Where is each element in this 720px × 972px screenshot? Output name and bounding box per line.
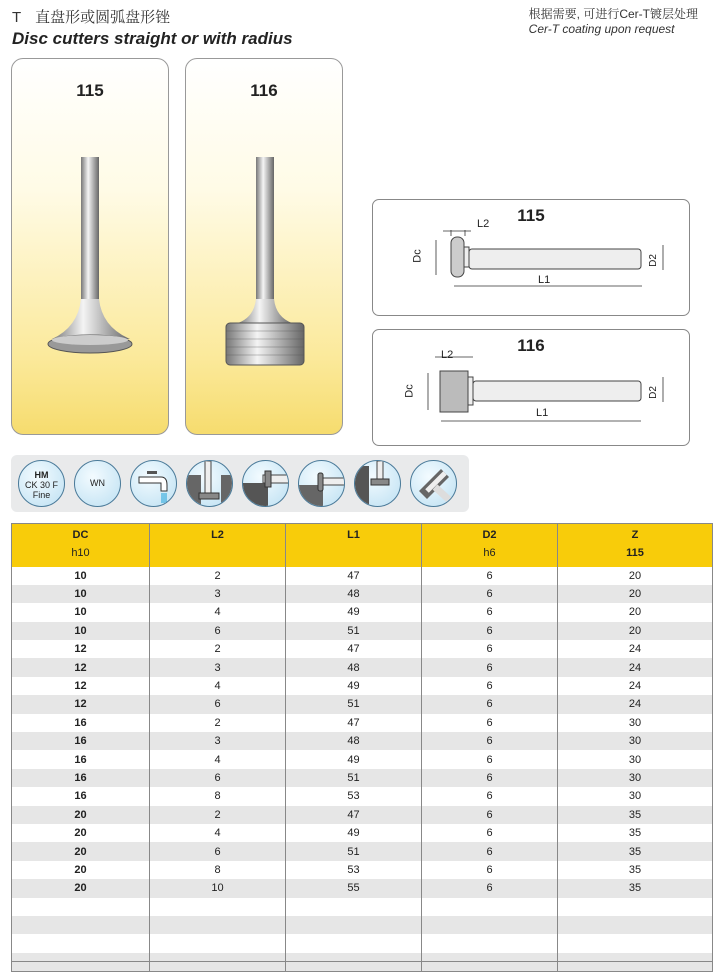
table-row: [12, 879, 713, 897]
table-cell: 10: [12, 585, 150, 603]
table-row: [12, 806, 713, 824]
table-cell: 6: [422, 879, 558, 897]
table-row: [12, 861, 713, 879]
table-cell: [150, 898, 286, 916]
coating-note-cn: 根据需要, 可进行Cer-T镀层处理: [528, 7, 698, 21]
table-cell: 6: [422, 769, 558, 787]
dimensions-table: [11, 523, 713, 972]
table-cell: 20: [74, 827, 87, 840]
table-cell: 35: [558, 806, 713, 824]
table-row: [12, 640, 713, 658]
table-cell: 20: [558, 567, 713, 585]
table-cell: 8: [150, 787, 286, 805]
table-cell: 24: [558, 640, 713, 658]
table-cell: 51: [286, 769, 422, 787]
table-row: [12, 934, 713, 952]
coating-note: [529, 7, 698, 37]
dim-dc: Dc: [403, 384, 416, 398]
table-cell: 20: [558, 622, 713, 640]
header-tolerance: h10: [71, 547, 90, 559]
table-cell: 30: [558, 750, 713, 768]
table-cell: 48: [286, 658, 422, 676]
bottom-divider: [11, 961, 713, 962]
table-cell: [150, 934, 286, 952]
table-cell: [558, 898, 713, 916]
table-cell: 49: [286, 603, 422, 621]
table-cell: 30: [558, 714, 713, 732]
table-cell: 20: [558, 585, 713, 603]
table-cell: 16: [74, 716, 87, 729]
dim-d2: D2: [647, 386, 659, 399]
table-cell: [150, 916, 286, 934]
table-cell: 16: [74, 790, 87, 803]
table-cell: 4: [150, 750, 286, 768]
table-cell: 2: [150, 806, 286, 824]
photo-label: 116: [250, 81, 278, 100]
table-cell: 35: [558, 824, 713, 842]
table-cell: 10: [150, 879, 286, 897]
table-cell: 6: [422, 658, 558, 676]
table-cell: 6: [150, 842, 286, 860]
table-cell: 35: [558, 861, 713, 879]
table-cell: 16: [12, 732, 150, 750]
header-label: D2: [482, 529, 497, 541]
table-cell: [286, 916, 422, 934]
table-cell: 6: [422, 824, 558, 842]
col-header-d2: [422, 524, 558, 567]
slot-milling-icon: [186, 460, 233, 507]
table-row: [12, 750, 713, 768]
drawing-116: [372, 329, 690, 446]
table-cell: 6: [422, 861, 558, 879]
table-cell: 6: [422, 695, 558, 713]
table-cell: 6: [422, 640, 558, 658]
application-icons-bar: [11, 455, 469, 512]
coating-note-en: Cer-T coating upon request: [528, 22, 675, 36]
table-cell: 24: [558, 658, 713, 676]
table-cell: 35: [558, 842, 713, 860]
table-row: [12, 787, 713, 805]
wn-icon: [74, 460, 121, 507]
table-cell: 30: [558, 787, 713, 805]
table-cell: 49: [286, 750, 422, 768]
table-cell: 20: [12, 879, 150, 897]
table-cell: 6: [150, 769, 286, 787]
table-cell: [558, 934, 713, 952]
side-groove-icon: [242, 460, 289, 507]
table-cell: 12: [74, 643, 87, 656]
table-cell: 6: [422, 622, 558, 640]
table-cell: 6: [150, 695, 286, 713]
product-photo-115: [11, 58, 169, 435]
table-cell: 48: [286, 585, 422, 603]
table-cell: 30: [558, 769, 713, 787]
header-type: 115: [626, 547, 644, 559]
title-cn: 直盘形或圆弧盘形锉: [35, 9, 171, 26]
table-cell: 6: [422, 603, 558, 621]
table-cell: 6: [422, 585, 558, 603]
radius-groove-icon: [298, 460, 345, 507]
table-cell: 4: [150, 677, 286, 695]
table-cell: 3: [150, 585, 286, 603]
dimension-drawing-116: [373, 330, 691, 447]
coolant-tap-icon: [130, 460, 177, 507]
table-cell: 20: [12, 806, 150, 824]
table-row: [12, 769, 713, 787]
table-row: [12, 824, 713, 842]
table-row: [12, 842, 713, 860]
table-cell: 8: [150, 861, 286, 879]
table-row: [12, 567, 713, 585]
table-row: [12, 603, 713, 621]
table-cell: 10: [74, 606, 87, 619]
table-cell: 6: [422, 787, 558, 805]
table-cell: 12: [12, 695, 150, 713]
dim-l1: L1: [538, 274, 551, 286]
table-row: [12, 677, 713, 695]
table-cell: 6: [422, 714, 558, 732]
table-cell: [12, 898, 150, 916]
table-row: [12, 585, 713, 603]
table-cell: 3: [150, 732, 286, 750]
table-row: [12, 714, 713, 732]
table-cell: 20: [74, 863, 87, 876]
material-code: HM: [34, 470, 49, 480]
table-cell: 10: [12, 622, 150, 640]
table-cell: 2: [150, 714, 286, 732]
photo-label: 115: [76, 81, 104, 100]
serrated-slot-icon: [354, 460, 401, 507]
material-icon: [18, 460, 65, 507]
table-cell: 6: [150, 622, 286, 640]
table-cell: [422, 934, 558, 952]
series-letter: T: [12, 9, 22, 26]
table-cell: 6: [422, 567, 558, 585]
table-cell: [422, 898, 558, 916]
dim-l1: L1: [536, 407, 549, 419]
header-label: L2: [211, 529, 224, 541]
table-row: [12, 916, 713, 934]
dim-l2: L2: [441, 349, 454, 361]
table-cell: 48: [286, 732, 422, 750]
col-header-l1: [286, 524, 422, 567]
table-cell: 51: [286, 695, 422, 713]
table-row: [12, 732, 713, 750]
table-cell: 20: [12, 842, 150, 860]
table-row: [12, 622, 713, 640]
table-cell: 49: [286, 824, 422, 842]
table-cell: 6: [422, 677, 558, 695]
table-cell: 47: [286, 806, 422, 824]
header-tolerance: h6: [483, 547, 496, 559]
table-cell: [286, 898, 422, 916]
table-cell: 6: [422, 732, 558, 750]
title-en: Disc cutters straight or with radius: [12, 29, 293, 48]
disc-cutter-radius-image: [186, 59, 344, 436]
material-grade: CK 30 F: [24, 480, 58, 490]
table-cell: 51: [286, 842, 422, 860]
drawing-label: 116: [517, 336, 545, 355]
table-cell: 4: [150, 603, 286, 621]
table-cell: 6: [422, 806, 558, 824]
table-cell: 47: [286, 567, 422, 585]
table-cell: 12: [12, 658, 150, 676]
table-cell: 12: [74, 680, 87, 693]
table-cell: 47: [286, 714, 422, 732]
wn-label: WN: [90, 478, 105, 488]
table-cell: 49: [286, 677, 422, 695]
table-cell: [12, 916, 150, 934]
table-cell: 2: [150, 640, 286, 658]
table-cell: 20: [558, 603, 713, 621]
table-row: [12, 658, 713, 676]
table-cell: 53: [286, 787, 422, 805]
material-grain: Fine: [32, 490, 51, 500]
table-row: [12, 898, 713, 916]
header-label: DC: [72, 529, 89, 541]
dim-l2: L2: [477, 218, 490, 230]
drawing-115: [372, 199, 690, 316]
table-cell: 47: [286, 640, 422, 658]
table-row: [12, 695, 713, 713]
table-cell: [422, 916, 558, 934]
table-header-row: [12, 524, 713, 567]
drawing-label: 115: [517, 206, 545, 225]
table-cell: [12, 934, 150, 952]
table-cell: 53: [286, 861, 422, 879]
table-cell: 16: [74, 753, 87, 766]
table-cell: 6: [422, 842, 558, 860]
disc-cutter-straight-image: [12, 59, 170, 436]
table-cell: 10: [74, 569, 87, 582]
header-label: Z: [631, 529, 639, 541]
table-cell: 24: [558, 695, 713, 713]
table-cell: 4: [150, 824, 286, 842]
col-header-l2: [150, 524, 286, 567]
dim-d2: D2: [647, 254, 659, 267]
table-cell: 3: [150, 658, 286, 676]
header-label: L1: [347, 529, 360, 541]
col-header-z: [558, 524, 713, 567]
table-cell: 51: [286, 622, 422, 640]
table-cell: [558, 916, 713, 934]
col-header-dc: [12, 524, 150, 567]
angled-access-icon: [410, 460, 457, 507]
table-cell: [286, 934, 422, 952]
table-cell: 2: [150, 567, 286, 585]
dim-dc: Dc: [411, 249, 424, 263]
table-cell: 35: [558, 879, 713, 897]
table-cell: 55: [286, 879, 422, 897]
table-cell: 6: [422, 750, 558, 768]
table-cell: 30: [558, 732, 713, 750]
table-cell: 16: [12, 769, 150, 787]
product-photo-116: [185, 58, 343, 435]
table-cell: 24: [558, 677, 713, 695]
